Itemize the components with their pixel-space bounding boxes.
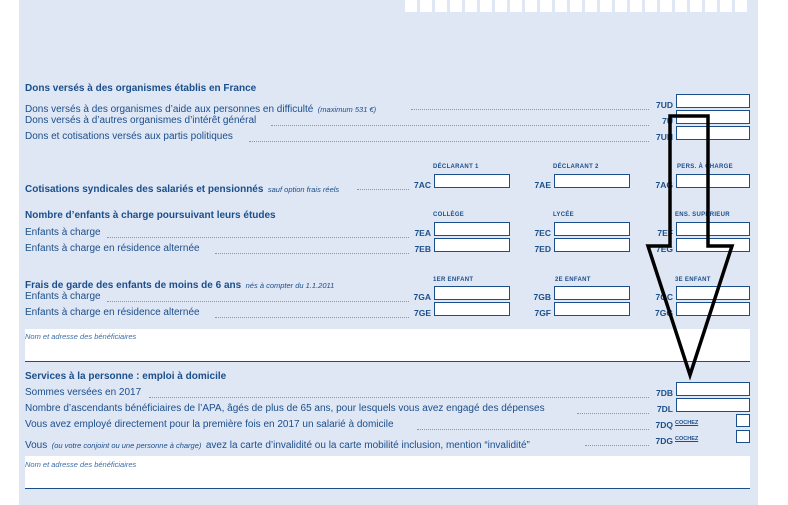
services-line-1-label: Sommes versées en 2017: [25, 387, 142, 398]
section-title-syndicats: Cotisations syndicales des salariés et pensionnés: [25, 184, 264, 195]
col-header-declarant-1: DÉCLARANT 1: [433, 164, 479, 170]
col-header-3e-enfant: 3E ENFANT: [675, 277, 711, 283]
col-header-1er-enfant: 1ER ENFANT: [433, 277, 474, 283]
code-7ed: 7ED: [534, 244, 551, 254]
services-line-4-start: Vous: [25, 440, 48, 451]
col-header-lycee: LYCÉE: [553, 212, 574, 218]
arrow-outline: [648, 116, 732, 375]
col-header-college: COLLÈGE: [433, 212, 465, 218]
code-7ag: 7AG: [655, 180, 673, 190]
services-line-4-note: (ou votre conjoint ou une personne à charge): [51, 441, 202, 450]
dons-line-2-label: Dons versés à d’autres organismes d’intérêt général: [25, 115, 257, 126]
code-7eb: 7EB: [414, 244, 431, 254]
code-7ae: 7AE: [534, 180, 551, 190]
code-7uf: 7U: [662, 116, 673, 126]
code-7db: 7DB: [655, 388, 673, 398]
col-header-pers-a-charge: PERS. À CHARGE: [677, 164, 733, 170]
garde-row-1-label: Enfants à charge: [25, 291, 101, 302]
services-line-3-label: Vous avez employé directement pour la première fois en 2017 un salarié à domicile: [25, 419, 394, 430]
code-7dg: 7DG: [655, 436, 673, 446]
code-7ge: 7GE: [413, 308, 431, 318]
code-7ac: 7AC: [413, 180, 431, 190]
code-7dl: 7DL: [656, 404, 673, 414]
code-7eg: 7EG: [655, 244, 673, 254]
col-header-ens-superieur: ENS. SUPÉRIEUR: [675, 212, 730, 218]
code-7ga: 7GA: [413, 292, 431, 302]
cochez-label-7dg: COCHEZ: [675, 436, 699, 442]
col-header-declarant-2: DÉCLARANT 2: [553, 164, 599, 170]
code-7ud: 7UD: [655, 100, 673, 110]
code-7gc: 7GC: [655, 292, 673, 302]
services-line-4-end: avez la carte d’invalidité ou la carte mobilité inclusion, mention “invalidité”: [205, 440, 530, 451]
code-7ef: 7EF: [657, 228, 673, 238]
dons-line-3-label: Dons et cotisations versés aux partis politiques: [25, 131, 233, 142]
section-title-garde: Frais de garde des enfants de moins de 6 ans: [25, 280, 242, 291]
code-7ec: 7EC: [534, 228, 551, 238]
code-7gb: 7GB: [533, 292, 551, 302]
etudes-row-2-label: Enfants à charge en résidence alternée: [25, 243, 200, 254]
dons-line-1-label: Dons versés à des organismes d’aide aux personnes en difficulté: [25, 104, 314, 115]
code-7ea: 7EA: [414, 228, 431, 238]
code-7uh: 7UH: [655, 132, 673, 142]
garde-row-2-label: Enfants à charge en résidence alternée: [25, 307, 200, 318]
code-7dq: 7DQ: [655, 420, 673, 430]
beneficiaires-label-services: Nom et adresse des bénéficiaires: [25, 460, 137, 469]
section-title-services: Services à la personne : emploi à domicile: [25, 371, 227, 382]
section-title-dons: Dons versés à des organismes établis en France: [25, 83, 257, 94]
services-line-2-label: Nombre d’ascendants bénéficiaires de l’APA, âgés de plus de 65 ans, pour lesquels vous avez engagé des dépenses: [25, 403, 545, 414]
garde-note: nés à compter du 1.1.2011: [245, 281, 335, 290]
code-7gg: 7GG: [655, 308, 673, 318]
etudes-row-1-label: Enfants à charge: [25, 227, 101, 238]
code-7gf: 7GF: [534, 308, 551, 318]
dons-line-1-note: (maximum 531 €): [317, 105, 377, 114]
cochez-label-7dq: COCHEZ: [675, 420, 699, 426]
syndicats-note: sauf option frais réels: [267, 185, 340, 194]
section-title-etudes: Nombre d’enfants à charge poursuivant leurs études: [25, 210, 276, 221]
col-header-2e-enfant: 2E ENFANT: [555, 277, 591, 283]
beneficiaires-label-garde: Nom et adresse des bénéficiaires: [25, 332, 137, 341]
